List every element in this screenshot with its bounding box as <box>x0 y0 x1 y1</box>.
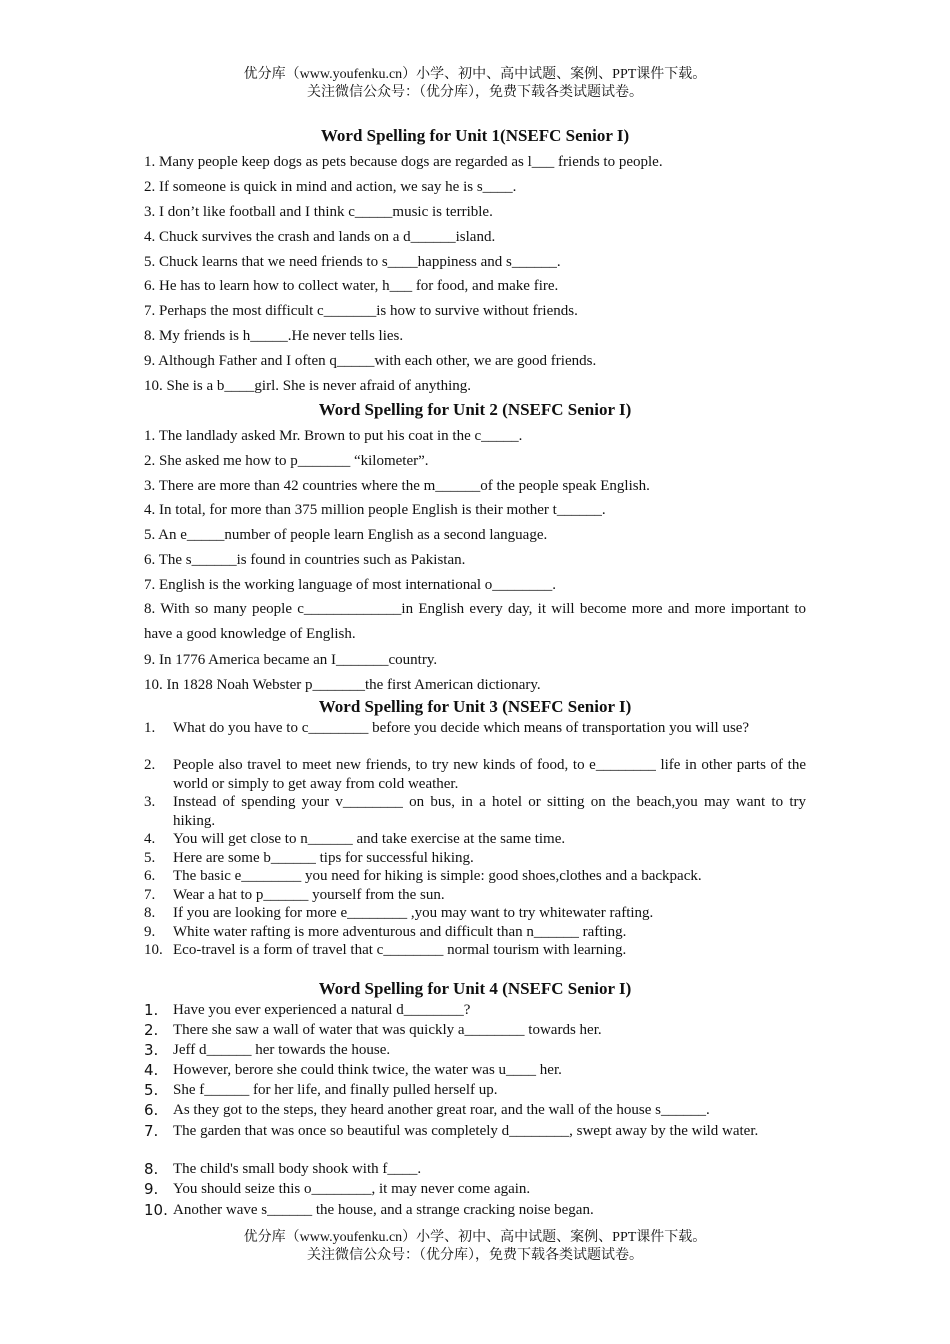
footer-line-1: 优分库（www.youfenku.cn）小学、初中、高中试题、案例、PPT课件下载。 <box>243 1230 707 1245</box>
unit2-item-5: 5. An e_____number of people learn English as a second language. <box>144 527 548 543</box>
unit3-title: Word Spelling for Unit 3 (NSEFC Senior I) <box>318 697 632 716</box>
unit1-item-3: 3. I don’t like football and I think c_____music is terrible. <box>144 204 493 220</box>
item-text: Eco-travel is a form of travel that c________ normal tourism with learning. <box>173 942 627 958</box>
unit4-item-7 <box>144 1122 806 1141</box>
unit4-item-6 <box>144 1101 806 1120</box>
unit2-item-6: 6. The s______is found in countries such as Pakistan. <box>144 552 466 568</box>
page-footer <box>0 1229 950 1265</box>
item-text: Another wave s______ the house, and a strange cracking noise began. <box>173 1202 594 1218</box>
item-text: Jeff d______ her towards the house. <box>173 1042 391 1058</box>
unit4-title: Word Spelling for Unit 4 (NSEFC Senior I) <box>318 979 632 998</box>
unit3-item-6 <box>144 867 806 886</box>
unit3-item-3 <box>144 793 806 830</box>
item-text: You will get close to n______ and take exercise at the same time. <box>173 831 566 847</box>
unit1-item-4: 4. Chuck survives the crash and lands on a d______island. <box>144 229 496 245</box>
item-number: 8. <box>144 905 156 921</box>
unit4-item-4 <box>144 1061 806 1080</box>
unit2-item-9: 9. In 1776 America became an I_______country. <box>144 652 438 668</box>
unit2-item-2: 2. She asked me how to p_______ “kilometer”. <box>144 453 429 469</box>
unit3-item-1 <box>144 719 806 738</box>
item-number: 6. <box>144 1101 159 1119</box>
item-text: The basic e________ you need for hiking is simple: good shoes,clothes and a backpack. <box>173 868 702 884</box>
item-text: She f______ for her life, and finally pulled herself up. <box>173 1082 498 1098</box>
unit1-item-8: 8. My friends is h_____.He never tells lies. <box>144 328 404 344</box>
unit1-item-1: 1. Many people keep dogs as pets because dogs are regarded as l___ friends to people. <box>144 154 663 170</box>
unit1-item-9: 9. Although Father and I often q_____with each other, we are good friends. <box>144 353 597 369</box>
unit2-item-4: 4. In total, for more than 375 million people English is their mother t______. <box>144 502 606 518</box>
item-text: Instead of spending your v________ on bus, in a hotel or sitting on the beach,you may want to try hiking. <box>173 794 806 829</box>
unit4-item-9 <box>144 1180 806 1199</box>
unit2-item-8: 8. With so many people c_____________in English every day, it will become more and more important to have a good knowledge of English. <box>144 601 806 642</box>
unit1-item-10: 10. She is a b____girl. She is never afraid of anything. <box>144 378 472 394</box>
unit3-item-7 <box>144 886 806 905</box>
item-text: You should seize this o________, it may never come again. <box>173 1181 531 1197</box>
item-number: 9. <box>144 924 156 940</box>
item-text: Have you ever experienced a natural d________? <box>173 1002 471 1018</box>
item-text: If you are looking for more e________ ,you may want to try whitewater rafting. <box>173 905 654 921</box>
unit3-item-8 <box>144 904 806 923</box>
unit4-item-3 <box>144 1041 806 1060</box>
item-text: What do you have to c________ before you decide which means of transportation you will use? <box>173 720 750 736</box>
unit4-item-5 <box>144 1081 806 1100</box>
footer-line-2: 关注微信公众号：（优分库），免费下载各类试题试卷。 <box>307 1248 643 1263</box>
item-number: 6. <box>144 868 156 884</box>
item-number: 5. <box>144 1081 159 1099</box>
unit4-item-8 <box>144 1160 806 1179</box>
item-text: Here are some b______ tips for successful hiking. <box>173 850 474 866</box>
unit3-item-4 <box>144 830 806 849</box>
unit4-item-2 <box>144 1021 806 1040</box>
item-number: 1. <box>144 720 156 736</box>
unit2-item-7: 7. English is the working language of most international o________. <box>144 577 557 593</box>
unit1-title: Word Spelling for Unit 1(NSEFC Senior I) <box>320 126 630 145</box>
item-number: 2. <box>144 757 156 773</box>
item-text: The child's small body shook with f____. <box>173 1161 422 1177</box>
unit3-item-2 <box>144 756 806 793</box>
item-number: 4. <box>144 1061 159 1079</box>
unit4-item-10 <box>144 1201 806 1220</box>
item-text: However, berore she could think twice, the water was u____ her. <box>173 1062 562 1078</box>
item-text: There she saw a wall of water that was quickly a________ towards her. <box>173 1022 602 1038</box>
unit4-item-1 <box>144 1001 806 1020</box>
item-number: 7. <box>144 887 156 903</box>
item-number: 5. <box>144 850 156 866</box>
unit3-item-5 <box>144 849 806 868</box>
unit2-item-10: 10. In 1828 Noah Webster p_______the first American dictionary. <box>144 677 541 693</box>
unit1-item-5: 5. Chuck learns that we need friends to s____happiness and s______. <box>144 254 561 270</box>
item-number: 3. <box>144 794 156 810</box>
header-line-1: 优分库（www.youfenku.cn）小学、初中、高中试题、案例、PPT课件下载。 <box>243 67 707 82</box>
item-text: Wear a hat to p______ yourself from the sun. <box>173 887 445 903</box>
item-number: 8. <box>144 1160 159 1178</box>
item-number: 9. <box>144 1180 159 1198</box>
item-text: The garden that was once so beautiful was completely d________, swept away by the wild water. <box>173 1123 759 1139</box>
unit1-item-2: 2. If someone is quick in mind and action, we say he is s____. <box>144 179 517 195</box>
page-header <box>0 66 950 102</box>
item-number: 2. <box>144 1021 159 1039</box>
header-line-2: 关注微信公众号：（优分库），免费下载各类试题试卷。 <box>307 85 643 100</box>
unit1-item-6: 6. He has to learn how to collect water, h___ for food, and make fire. <box>144 278 559 294</box>
item-number: 10. <box>144 942 163 958</box>
item-text: As they got to the steps, they heard another great roar, and the wall of the house s______. <box>173 1102 710 1118</box>
item-number: 10. <box>144 1201 168 1219</box>
item-text: White water rafting is more adventurous and difficult than n______ rafting. <box>173 924 627 940</box>
item-number: 1. <box>144 1001 159 1019</box>
unit2-title: Word Spelling for Unit 2 (NSEFC Senior I) <box>318 400 632 419</box>
item-text: People also travel to meet new friends, to try new kinds of food, to e________ life in other parts of the world or simply to get away from cold weather. <box>173 757 806 792</box>
unit2-item-1: 1. The landlady asked Mr. Brown to put his coat in the c_____. <box>144 428 523 444</box>
item-number: 7. <box>144 1122 159 1140</box>
item-number: 4. <box>144 831 156 847</box>
unit2-item-3: 3. There are more than 42 countries where the m______of the people speak English. <box>144 478 650 494</box>
unit3-item-9 <box>144 923 806 942</box>
item-number: 3. <box>144 1041 159 1059</box>
unit3-item-10 <box>144 941 806 960</box>
unit1-item-7: 7. Perhaps the most difficult c_______is how to survive without friends. <box>144 303 578 319</box>
